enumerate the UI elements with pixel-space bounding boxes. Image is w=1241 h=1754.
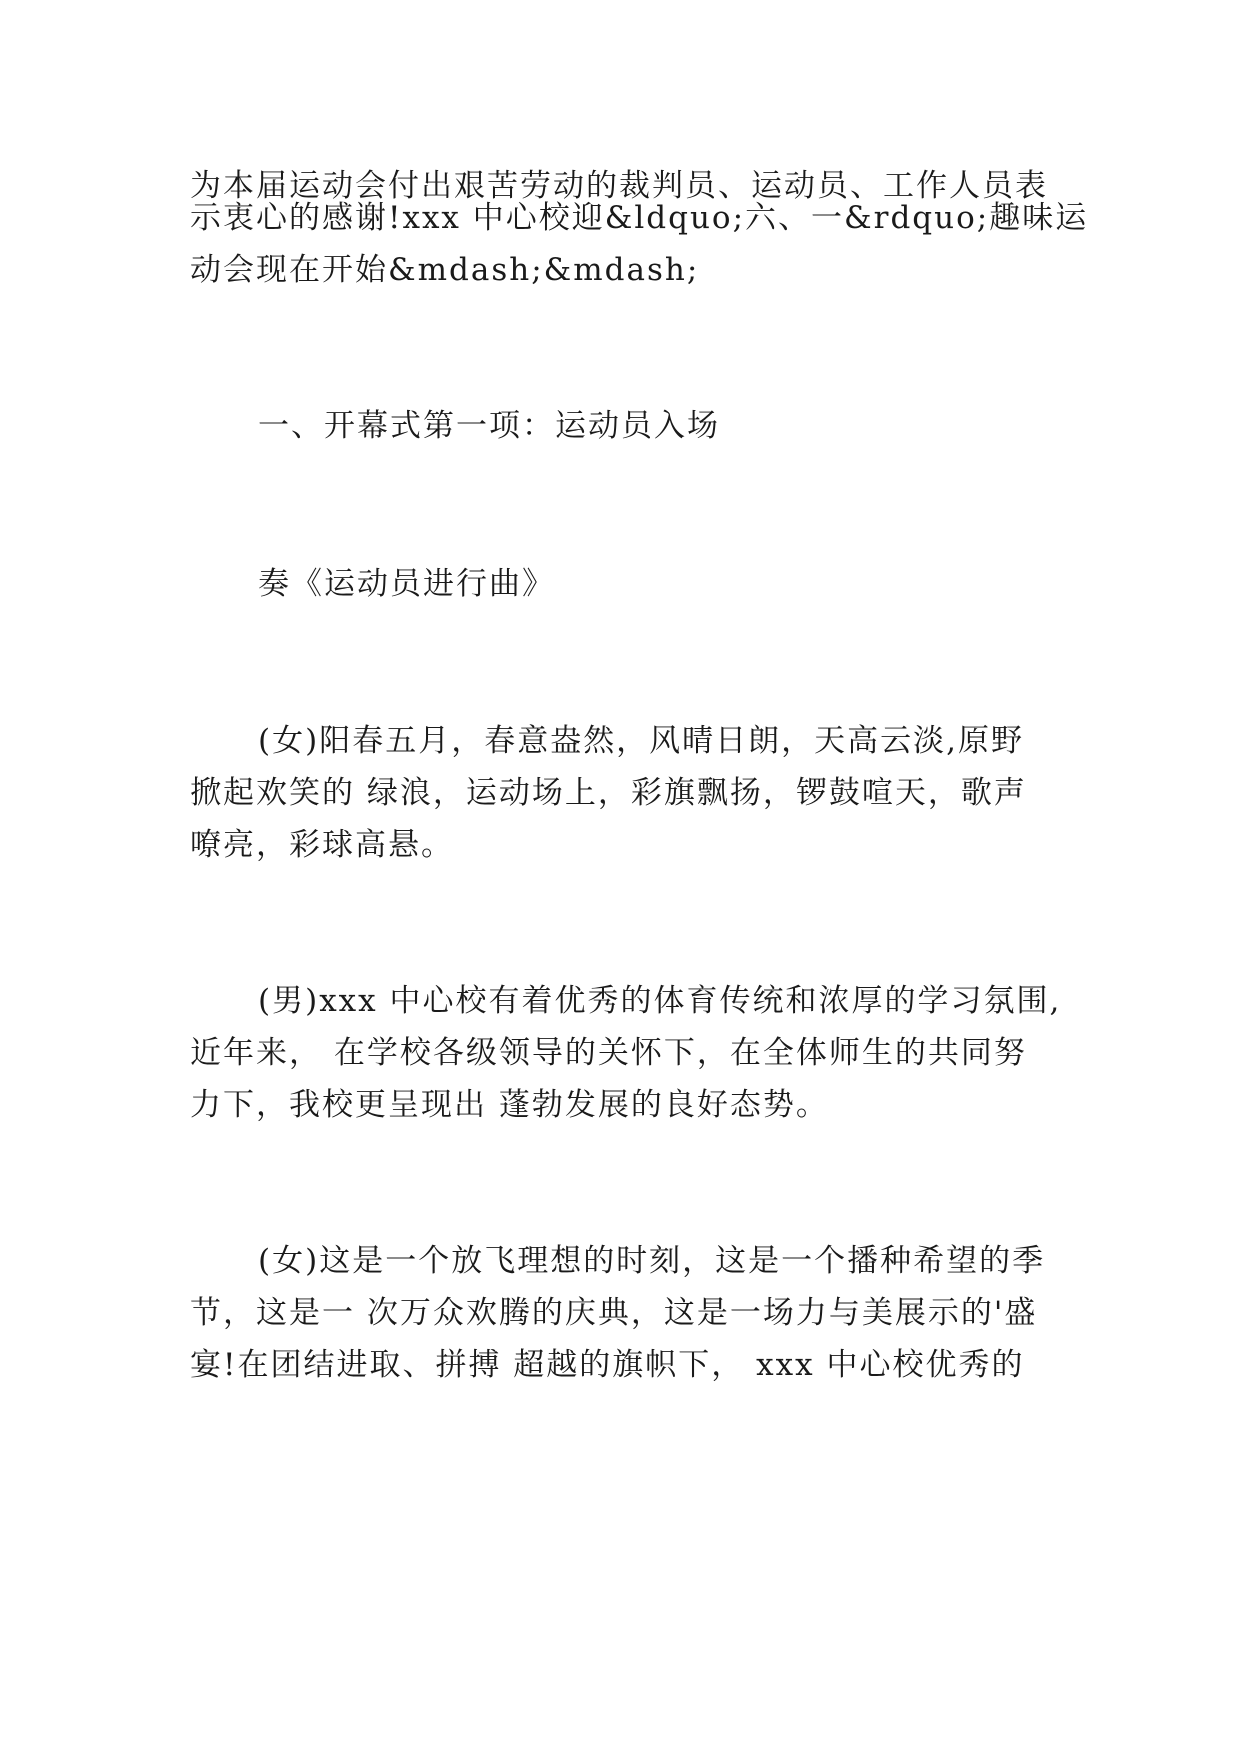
- section-heading-opening: 一、开幕式第一项：运动员入场: [258, 408, 720, 444]
- paragraph-2-line-3: 嘹亮，彩球高悬。: [190, 827, 454, 863]
- paragraph-4-line-3: 宴!在团结进取、拼搏 超越的旗帜下， xxx 中心校优秀的: [190, 1347, 1025, 1383]
- paragraph-2-line-2: 掀起欢笑的 绿浪，运动场上，彩旗飘扬，锣鼓喧天，歌声: [190, 775, 1027, 811]
- paragraph-2-line-1: (女)阳春五月，春意盎然，风晴日朗，天高云淡,原野: [258, 723, 1025, 759]
- paragraph-3-line-3: 力下，我校更呈现出 蓬勃发展的良好态势。: [190, 1087, 829, 1123]
- paragraph-1-line-1: 为本届运动会付出艰苦劳动的裁判员、运动员、工作人员表: [190, 168, 1048, 204]
- paragraph-4-line-2: 节，这是一 次万众欢腾的庆典，这是一场力与美展示的'盛: [190, 1295, 1038, 1331]
- paragraph-3-line-2: 近年来， 在学校各级领导的关怀下，在全体师生的共同努: [190, 1035, 1027, 1071]
- paragraph-1-line-2: 示衷心的感谢!xxx 中心校迎&ldquo;六、一&rdquo;趣味运: [190, 200, 1089, 236]
- paragraph-3-line-1: (男)xxx 中心校有着优秀的体育传统和浓厚的学习氛围,: [258, 983, 1062, 1019]
- paragraph-4-line-1: (女)这是一个放飞理想的时刻，这是一个播种希望的季: [258, 1243, 1046, 1279]
- paragraph-1-line-3: 动会现在开始&mdash;&mdash;: [190, 252, 700, 288]
- section-heading-march: 奏《运动员进行曲》: [258, 566, 555, 602]
